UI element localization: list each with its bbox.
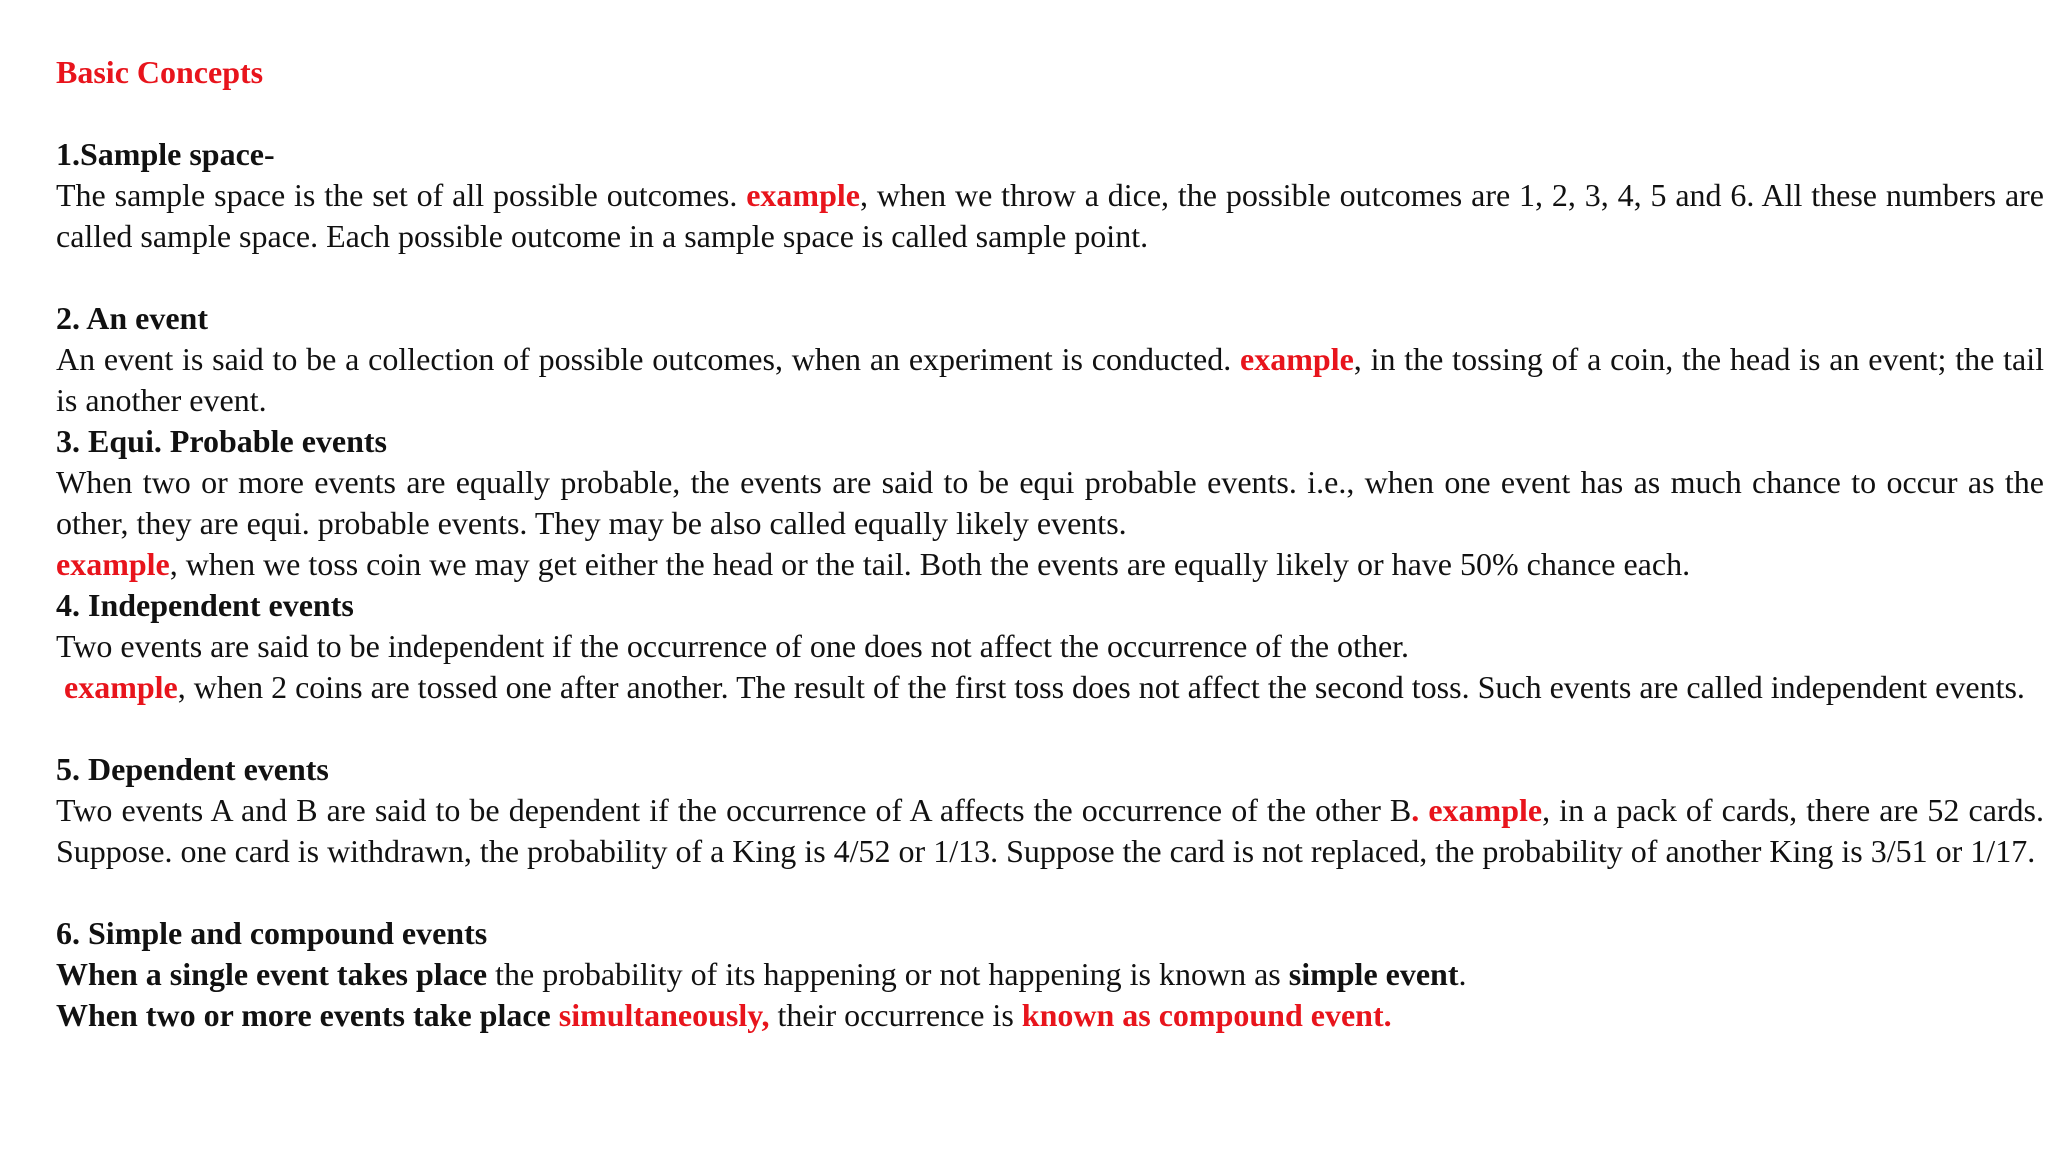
section-heading-independent: 4. Independent events <box>56 587 354 623</box>
body-text: The sample space is the set of all possible outcomes. <box>56 177 747 213</box>
example-label: example <box>746 177 860 213</box>
body-text: , when we throw a dice, the possible outcomes are 1, 2, 3, 4, 5 and 6. All these numbers are called sample space. Each possible outcome in a sample space is called sample point. <box>56 177 2044 254</box>
section-heading-an-event: 2. An event <box>56 300 208 336</box>
example-label: example <box>1240 341 1354 377</box>
spacer <box>56 708 2044 749</box>
section-heading-sample-space: 1.Sample space- <box>56 136 275 172</box>
body-text: An event is said to be a collection of possible outcomes, when an experiment is conducted. <box>56 341 1241 377</box>
section-example-independent <box>56 667 2044 708</box>
body-text: When two or more events are equally probable, the events are said to be equi probable events. i.e., when one event has as much chance to occur as the other, they are equi. probable events. They may be also called equally likely events. <box>56 464 2044 541</box>
highlight-text: simultaneously, <box>558 997 770 1033</box>
body-text: , in a pack of cards, there are 52 cards. Suppose. one card is withdrawn, the probability of a King is 4/52 or 1/13. Suppose the card is not replaced, the probability of another King is 3/51 or 1/17. <box>56 792 2045 869</box>
section-body-an-event <box>56 339 2044 421</box>
bold-text: When a single event takes place <box>56 956 488 992</box>
example-label: example <box>64 669 178 705</box>
body-text: . <box>1458 956 1467 992</box>
section-body-dependent <box>56 790 2044 872</box>
bold-text: When two or more events take place <box>56 997 559 1033</box>
section-example-equi-probable <box>56 544 2044 585</box>
spacer <box>56 257 2044 298</box>
body-text: , when we toss coin we may get either the head or the tail. Both the events are equally likely or have 50% chance each. <box>169 546 1691 582</box>
section-heading-dependent: 5. Dependent events <box>56 751 329 787</box>
page-title: Basic Concepts <box>56 54 264 90</box>
section-heading-equi-probable: 3. Equi. Probable events <box>56 423 387 459</box>
body-text: Two events are said to be independent if the occurrence of one does not affect the occurrence of the other. <box>56 628 1410 664</box>
bold-text: simple event <box>1288 956 1459 992</box>
body-text: Two events A and B are said to be dependent if the occurrence of A affects the occurrence of the other B <box>56 792 1412 828</box>
body-text: , when 2 coins are tossed one after another. The result of the first toss does not affect the second toss. Such events are called independent events. <box>177 669 2025 705</box>
example-label: . example <box>1411 792 1543 828</box>
section-heading-simple-compound: 6. Simple and compound events <box>56 915 488 951</box>
body-text: , in the tossing of a coin, the head is an event; the tail is another event. <box>56 341 2045 418</box>
section-body-sample-space <box>56 175 2044 257</box>
simple-event-line <box>56 954 2044 995</box>
spacer <box>56 872 2044 913</box>
body-text: the probability of its happening or not happening is known as <box>487 956 1289 992</box>
compound-event-line <box>56 995 2044 1036</box>
body-text: their occurrence is <box>769 997 1022 1033</box>
example-label: example <box>56 546 170 582</box>
document-page <box>56 52 2044 1036</box>
section-body-independent <box>56 626 2044 667</box>
section-body-equi-probable <box>56 462 2044 544</box>
highlight-text: known as compound event. <box>1021 997 1392 1033</box>
